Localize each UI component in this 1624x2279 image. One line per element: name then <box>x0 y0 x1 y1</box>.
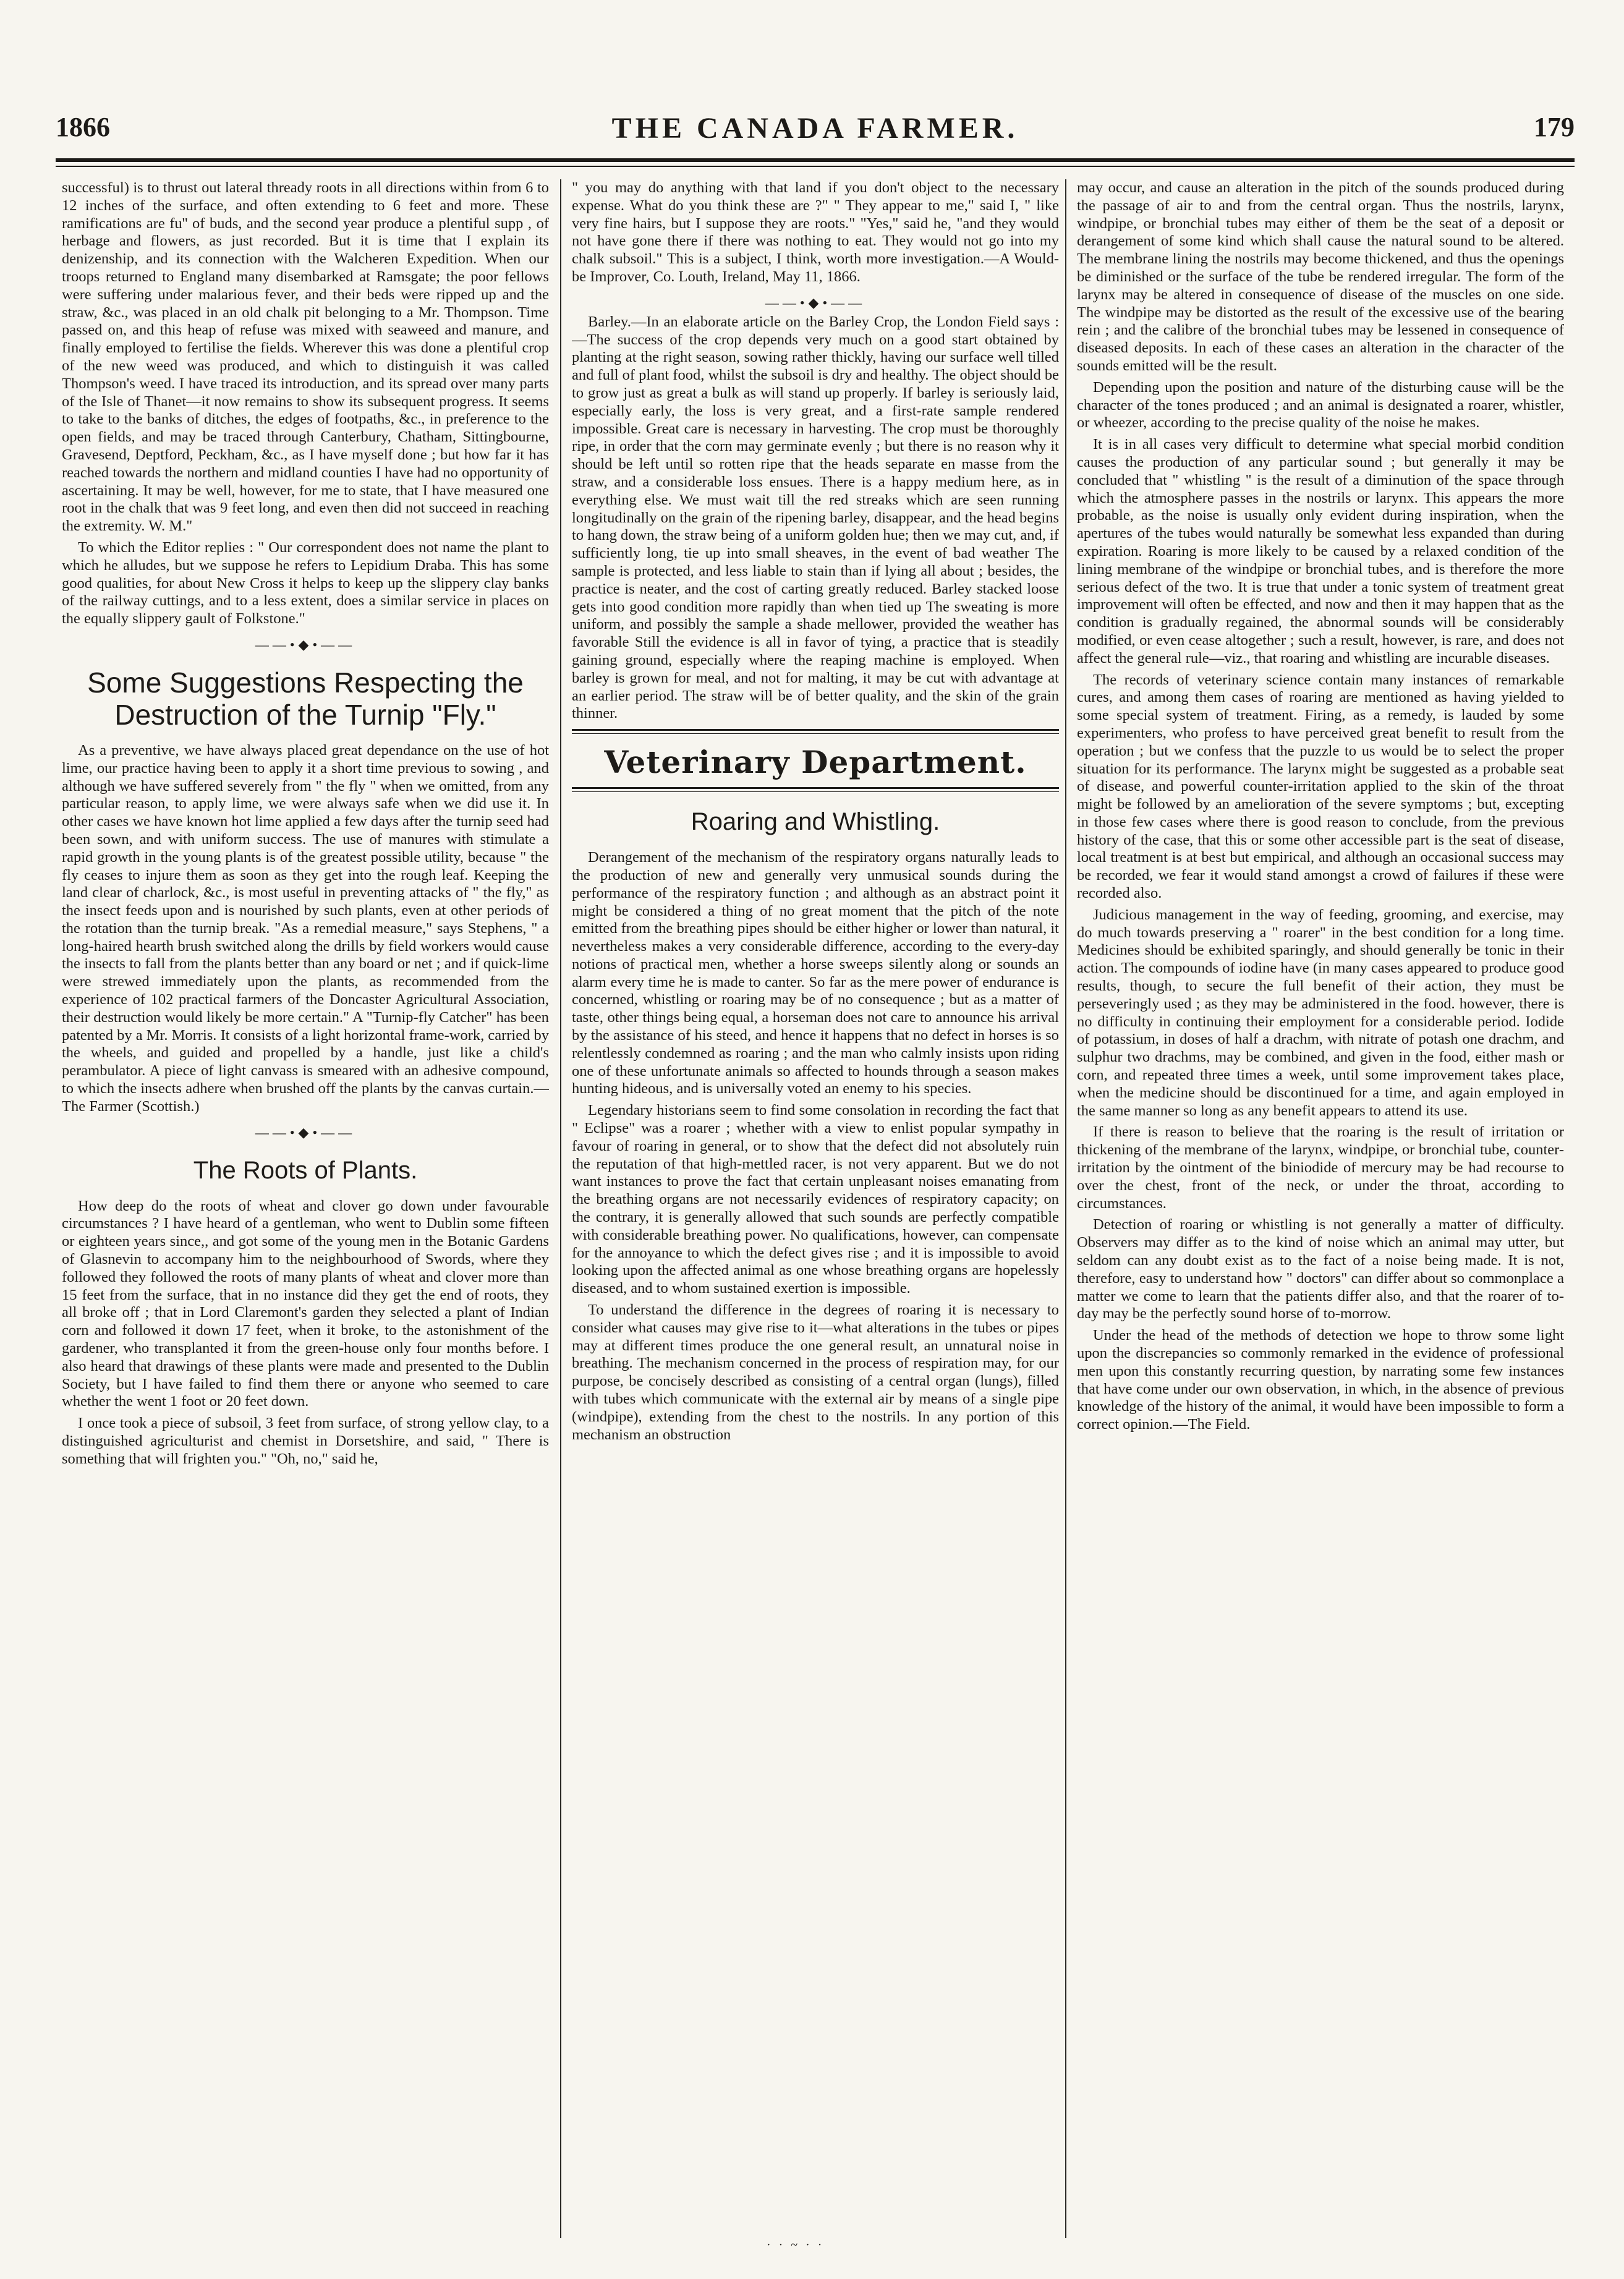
newspaper-title: THE CANADA FARMER. <box>611 112 1019 145</box>
section-rule <box>572 729 1059 734</box>
article-paragraph: I once took a piece of subsoil, 3 feet from surface, of strong yellow clay, to a distinguished agriculturist and chemist in Dorsetshire, and said, " There is something that will frighten you." "Oh, no," said he, <box>62 1415 549 1467</box>
column-divider <box>560 179 561 2238</box>
section-rule <box>572 787 1059 792</box>
page-number: 179 <box>1534 112 1575 142</box>
article-paragraph: Judicious management in the way of feeding, grooming, and exercise, may do much towards preserving a " roarer" in the best condition for a long time. Medicines should be exhibited sparingly, and should generally be tonic in their action. The compounds of iodine have (in many cases appeared to produce good results, though, to secure the full benefit of their action, they must be perseveringly used ; as they may be administered in the food. however, there is no difficulty in continuing their employment for a considerable period. Iodide of potassium, in doses of half a drachm, with nitrate of potash one drachm, and sulphur two drachms, may be combined, and given in the food, either mash or corn, and repeated three times a week, until some improvement takes place, when the medicine should be discontinued for a time, and again employed in the same manner so long as any benefit appears to attend its use. <box>1077 906 1564 1119</box>
department-heading: Veterinary Department. <box>604 744 1027 781</box>
article-paragraph: To understand the difference in the degrees of roaring it is necessary to consider what causes may give rise to it—what alterations in the tubes or pipes may at different times produce the one general result, an unnatural noise in breathing. The mechanism concerned in the process of respiration may, for our purpose, be concisely described as consisting of a central organ (lungs), filled with tubes which communicate with the external air by means of a single pipe (windpipe), extending from the chest to the nostrils. In any portion of this mechanism an obstruction <box>572 1301 1059 1443</box>
article-paragraph: Legendary historians seem to find some consolation in recording the fact that " Eclipse" was a roarer ; whether with a view to enlist popular sympathy in favour of roaring in general, or to show that the defect did not absolutely ruin the reputation of that high-mettled racer, is not very apparent. But we do not want instances to prove the fact that certain unpleasant noises emanating from the breathing organs are not necessarily evidences of respiratory capacity; on the contrary, it is generally allowed that such sounds are perfectly compatible with considerable breathing power. No qualifications, however, can compensate for the annoyance to which the defect gives rise ; and it is impossible to avoid looking upon the affected animal as one whose breathing organs are hopelessly diseased, and to whom sustained exertion is impossible. <box>572 1102 1059 1297</box>
article-paragraph: Detection of roaring or whistling is not generally a matter of difficulty. Observers may differ as to the kind of noise which an animal may utter, but seldom can any doubt exist as to the fact of a noise being made. It is not, therefore, easy to understand how " doctors" can differ about so commonplace a matter we come to learn that the patients differ also, and that the roarer of to-day may be the perfectly sound horse of to-morrow. <box>1077 1216 1564 1323</box>
article-paragraph: Under the head of the methods of detection we hope to throw some light upon the discrepancies so commonly remarked in the evidence of professional men upon this constantly recurring question, by narrating some few instances that have come under our own observation, in which, in the absence of previous knowledge of the history of the animal, it would have been impossible to form a correct opinion.—The Field. <box>1077 1327 1564 1433</box>
page-year: 1866 <box>56 112 110 142</box>
article-paragraph: As a preventive, we have always placed great dependance on the use of hot lime, our practice having been to apply it a short time previous to sowing , and although we have suffered severely from " the fly " when we omitted, from any particular reason, to apply lime, we were always safe when we did use it. In other cases we have known hot lime applied a few days after the turnip seed had been sown, and with uniform success. The use of manures with stimulate a rapid growth in the young plants is of the greatest possible utility, because " the fly ceases to injure them as soon as they get into the rough leaf. Keeping the land clear of charlock, &c., is most useful in preventing attacks of " the fly," as the insect feeds upon and is nourished by such plants, even at other periods of the rotation than the turnip break. "As a remedial measure," says Stephens, " a long-haired hearth brush switched along the drills by field workers would cause the insects to fall from the plants better than any board or net ; and if quick-lime were strewed immediately upon the plants, as recommended from the experience of 102 practical farmers of the Doncaster Agricultural Association, their destruction would likely be more certain." A "Turnip-fly Catcher" has been patented by a Mr. Morris. It consists of a light horizontal frame-work, carried by the wheels, and guided and propelled by a handle, just like a child's perambulator. A piece of light canvass is smeared with an adhesive compound, to which the insects adhere when brushed off the plants by the canvas curtain.—The Farmer (Scottish.) <box>62 741 549 1115</box>
column-2 <box>572 179 1059 2238</box>
article-paragraph: successful) is to thrust out lateral thready roots in all directions within from 6 to 12 inches of the surface, and often extending to 6 feet and more. These ramifications are fu'' of buds, and the second year produce a plentiful supp , of herbage and flowers, as just recorded. But it is time that I explain its denizenship, and its connection with the Walcheren Expedition. When our troops returned to England many disembarked at Ramsgate; the poor fellows were suffering under malarious fever, and their beds were ripped up and the straw, &c., was placed in an old chalk pit belonging to a Mr. Thompson. Time passed on, and this heap of refuse was mixed with seaweed and manure, and finally employed to fertilise the fields. Wherever this was done a plentiful crop of the new weed was produced, and which to distinguish it was called Thompson's weed. I have traced its introduction, and its spread over many parts of the Isle of Thanet—it now remains to show its subsequent progress. It seems to take to the banks of ditches, the edges of footpaths, &c., in preference to the open fields, and may be traced through Canterbury, Chatham, Sittingbourne, Gravesend, Deptford, Peckham, &c., as I have myself done ; but how far it has reached towards the northern and midland counties I have had no opportunity of ascertaining. It may be well, however, for me to state, that I have measured one root in the chalk that was 9 feet long, and even then did not succeed in reaching the extremity. W. M." <box>62 179 549 535</box>
article-heading-roots-of-plants: The Roots of Plants. <box>193 1156 418 1184</box>
article-heading-roaring-whistling: Roaring and Whistling. <box>691 808 940 836</box>
article-paragraph: If there is reason to believe that the roaring is the result of irritation or thickening of the membrane of the larynx, windpipe, or bronchial tube, counter-irritation by the ointment of the biniodide of mercury may be had recourse to over the chest, front of the neck, or under the throat, according to circumstances. <box>1077 1123 1564 1212</box>
article-paragraph: " you may do anything with that land if you don't object to the necessary expense. What do you think these are ?" " They appear to me," said I, " like very fine hairs, but I suppose they are roots." "Yes," said he, "and they would not have gone there if there was nothing to eat. They would not go into my chalk subsoil." This is a subject, I think, worth more investigation.—A Would-be Improver, Co. Louth, Ireland, May 11, 1866. <box>572 179 1059 285</box>
section-ornament: ——•◆•—— <box>255 636 356 652</box>
article-heading-turnip-fly: Some Suggestions Respecting the Destruction of the Turnip "Fly." <box>87 666 524 731</box>
article-paragraph: The records of veterinary science contain many instances of remarkable cures, and among them cases of roaring are mentioned as having yielded to some special system of treatment. Firing, as a remedy, is lauded by some experimenters, who profess to have perceived great benefit to result from the operation ; but we confess that the puzzle to us would be to select the proper situation for its performance. The larynx might be suggested as a probable seat of disease, and powerful counter-irritation applied to the skin of the throat might be followed by an amelioration of the severe symptoms ; but, excepting in those few cases where there is good reason to conclude, from the previous history of the case, that this or some other accessible part is the seat of disease, local treatment is at best but empirical, and although an occasional success may be recorded, we fear it would stand amongst a crowd of failures if these were recorded also. <box>1077 671 1564 902</box>
article-paragraph: Barley.—In an elaborate article on the Barley Crop, the London Field says :—The success of the crop depends very much on a good start obtained by planting at the right season, sowing rather thickly, having our surface well tilled and full of plant food, whilst the subsoil is dry and healthy. The object should be to grow just as great a bulk as will stand up properly. If barley is seriously laid, especially early, the loss is very great, and a first-rate sample rendered impossible. Great care is necessary in harvesting. The crop must be thoroughly ripe, in order that the corn may germinate evenly ; but there is no reason why it should be left until so rotten ripe that the heads separate en masse from the straw, and a considerable loss ensues. There is a happy medium here, as in everything else. We must wait till the red streaks which are seen running longitudinally on the grain of the ripening barley, disappear, and the head begins to hang down, the straw being of a uniform golden hue; then we may cut, and, if sufficiently long, tie up into small sheaves, in the event of bad weather The sample is protected, and less liable to stain than if lying all about ; besides, the practice is neater, and the cost of carting greatly reduced. Barley stacked loose gets into good condition more rapidly than when tied up The sweating is more uniform, and possibly the sample a shade mellower, provided the weather has favorable Still the evidence is all in favor of tying, a practice that is steadily gaining ground, especially where the reaping machine is employed. When barley is grown for meal, and not for malting, it may be cut with advantage at an earlier period. The straw will be of better quality, and the skin of the grain thinner. <box>572 313 1059 722</box>
section-ornament: ——•◆•—— <box>765 294 866 310</box>
article-paragraph: Depending upon the position and nature of the disturbing cause will be the character of the tones produced ; and an animal is designated a roarer, whistler, or wheezer, according to the precise quality of the noise he makes. <box>1077 378 1564 432</box>
article-paragraph: may occur, and cause an alteration in the pitch of the sounds produced during the passage of air to and from the central organ. Thus the nostrils, larynx, windpipe, or bronchial tubes may either of them be the seat of a deposit or derangement of some kind which shall cause the natural sound to be altered. The membrane lining the nostrils may become thickened, and thus the openings be diminished or the surface of the tube be rendered irregular. The form of the larynx may be altered in consequence of disease of the muscles on one side. The windpipe may be distorted as the result of the excessive use of the bearing rein ; and the calibre of the bronchial tubes may be lessened in consequence of diseased deposits. In each of these cases an alteration in the character of the sounds emitted will be the result. <box>1077 179 1564 374</box>
article-paragraph: To which the Editor replies : " Our correspondent does not name the plant to which he alludes, but we suppose he refers to Lepidium Draba. This has some good qualities, for about New Cross it helps to keep up the slippery clay banks of the railway cuttings, and to a less extent, does a similar service in places on the equally slippery gault of Folkstone." <box>62 539 549 628</box>
article-paragraph: It is in all cases very difficult to determine what special morbid condition causes the production of any particular sound ; but generally it may be concluded that " whistling " is the result of a diminution of the space through which the atmosphere passes in the nostrils or larynx. This appears the more probable, as the noise is usually only evident during inspiration, when the apertures of the tubes would naturally be somewhat less expanded than during expiration. Roaring is more likely to be caused by a relaxed condition of the lining membrane of the windpipe or bronchial tubes, and is therefore the more serious defect of the two. It is true that under a tonic system of treatment great improvement will often be effected, and now and then it may happen that as the condition is gradually regained, the abnormal sounds will be considerably modified, or even cease altogether ; such a result, however, is rare, and does not affect the general rule—viz., that roaring and whistling are incurable diseases. <box>1077 436 1564 667</box>
article-paragraph: Derangement of the mechanism of the respiratory organs naturally leads to the production of new and generally very unmusical sounds during the performance of the respiratory function ; and although as an abstract point it might be considered a thing of no great moment that the pitch of the note emitted from the breathing pipes should be either higher or lower than natural, it nevertheless makes a very considerable difference, according to the every-day notions of practical men, whether a horse sweeps silently along or sounds an alarm every time he is made to canter. So far as the mere power of endurance is concerned, whistling or roaring may be of no consequence ; but as a matter of taste, other things being equal, a horseman does not care to announce his arrival by the assistance of his steed, and hence it happens that no defect in horses is so relentlessly condemned as roaring ; and the man who calmly insists upon riding one of these unfortunate animals so affected to hounds through a season makes hunting hideous, and is universally voted an enemy to his species. <box>572 849 1059 1097</box>
article-paragraph: How deep do the roots of wheat and clover go down under favourable circumstances ? I have heard of a gentleman, who went to Dublin some fifteen or eighteen years since,, and got some of the young men in the Botanic Gardens of Glasnevin to accompany him to the neighbourhood of Swords, where they followed they followed the roots of many plants of wheat and clover more than 15 feet from the surface, that in no instance did they get the end of roots, they all broke off ; that in Lord Claremont's garden they selected a plant of Indian corn and followed it down 17 feet, when it broke, to the astonishment of the gardener, who transplanted it from the green-house only four months before. I also heard that drawings of these plants were made and presented to the Dublin Society, but I have failed to find them there or anyone who seemed to care whether the went 1 foot or 20 feet down. <box>62 1197 549 1410</box>
masthead-rule-thick <box>56 158 1575 162</box>
masthead <box>56 111 1575 148</box>
masthead-rule-thin <box>56 166 1575 167</box>
column-3 <box>1077 179 1564 2238</box>
column-1 <box>62 179 549 2238</box>
footer-ornament: · · ~ · · <box>767 2238 825 2252</box>
column-divider <box>1065 179 1066 2238</box>
section-ornament: ——•◆•—— <box>255 1124 356 1140</box>
